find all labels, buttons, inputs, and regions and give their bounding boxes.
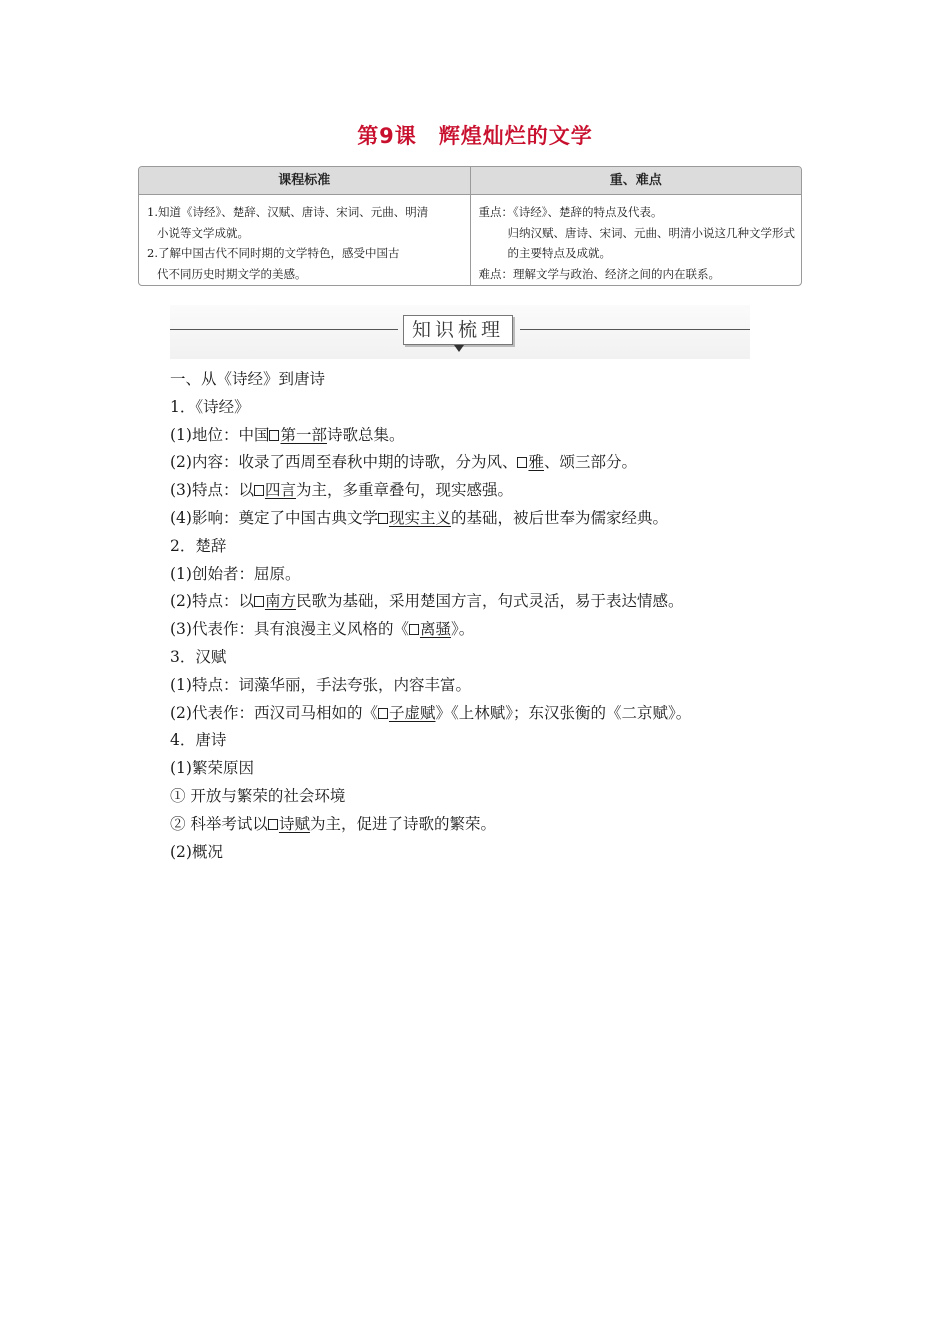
content-line xyxy=(170,588,790,616)
blank-box-icon xyxy=(378,708,388,719)
line-text: 、颂三部分。 xyxy=(543,453,637,472)
blank-answer: 雅 xyxy=(528,453,544,472)
banner-rule-left xyxy=(170,329,398,330)
content-line xyxy=(170,477,790,505)
line-text: (2)内容：收录了西周至春秋中期的诗歌，分为风、 xyxy=(170,453,518,472)
blank-box-icon xyxy=(254,485,264,496)
blank-box-icon xyxy=(268,819,278,830)
line-text: 民歌为基础，采用楚国方言，句式灵活，易于表达情感。 xyxy=(295,592,684,611)
key-points-cell xyxy=(471,195,802,286)
fill-blank xyxy=(254,592,296,610)
line-text: 》《上林赋》；东汉张衡的《二京赋》。 xyxy=(435,703,692,722)
line-text: 为主，多重章叠句，现实感强。 xyxy=(295,481,513,500)
key-point-line: 难点：理解文学与政治、经济之间的内在联系。 xyxy=(478,266,720,281)
standard-line: 1.知道《诗经》、楚辞、汉赋、唐诗、宋词、元曲、明清 xyxy=(147,205,429,219)
line-text: (1)地位：中国 xyxy=(170,425,270,444)
line-text: 诗歌总集。 xyxy=(326,425,405,444)
content-line xyxy=(170,700,790,728)
blank-answer: 诗赋 xyxy=(278,814,310,833)
blank-answer: 现实主义 xyxy=(388,508,451,527)
content-line: (1)特点：词藻华丽，手法夸张，内容丰富。 xyxy=(170,675,471,694)
lesson-name: 辉煌灿烂的文学 xyxy=(438,124,593,148)
course-standards-cell xyxy=(139,195,471,286)
item-heading: 3．汉赋 xyxy=(170,647,227,666)
content-line xyxy=(170,449,790,477)
key-point-line: 归纳汉赋、唐诗、宋词、元曲、明清小说这几种文学形式 xyxy=(507,225,795,240)
item-heading: 4．唐诗 xyxy=(170,731,227,750)
content-line xyxy=(170,505,790,533)
lesson-title xyxy=(0,120,950,150)
standard-line: 小说等文学成就。 xyxy=(157,225,249,240)
blank-box-icon xyxy=(254,596,264,607)
blank-answer: 第一部 xyxy=(280,425,327,444)
blank-box-icon xyxy=(378,513,388,524)
content-line xyxy=(170,422,790,450)
line-text: (2)特点：以 xyxy=(170,592,254,611)
blank-answer: 四言 xyxy=(264,481,296,500)
content-line: (1)创始者：屈原。 xyxy=(170,564,301,583)
fill-blank xyxy=(268,815,310,833)
standard-line: 2.了解中国古代不同时期的文学特色，感受中国古 xyxy=(147,246,400,260)
blank-answer: 离骚 xyxy=(419,620,451,639)
banner-arrow-icon xyxy=(454,345,464,352)
line-text: (4)影响：奠定了中国古典文学 xyxy=(170,508,378,527)
content-line: (2)概况 xyxy=(170,842,223,861)
item-heading: 2．楚辞 xyxy=(170,536,227,555)
blank-box-icon xyxy=(269,430,279,441)
line-text: 的基础，被后世奉为儒家经典。 xyxy=(450,508,668,527)
blank-answer: 子虚赋 xyxy=(388,703,436,722)
fill-blank xyxy=(378,509,451,527)
content-line: ① 开放与繁荣的社会环境 xyxy=(170,786,346,805)
standards-table-body xyxy=(139,195,801,286)
standard-line: 代不同历史时期文学的美感。 xyxy=(157,266,307,281)
blank-box-icon xyxy=(517,457,527,468)
fill-blank xyxy=(517,453,544,471)
fill-blank xyxy=(409,620,451,638)
key-point-line: 重点：《诗经》、楚辞的特点及代表。 xyxy=(478,205,663,219)
lesson-number: 第9课 xyxy=(357,124,417,148)
standards-table-header xyxy=(139,167,801,195)
fill-blank xyxy=(254,481,296,499)
content-line xyxy=(170,811,790,839)
line-text: (3)特点：以 xyxy=(170,481,254,500)
line-text: 为主，促进了诗歌的繁荣。 xyxy=(309,814,496,833)
line-text: (2)代表作：西汉司马相如的《 xyxy=(170,703,378,722)
fill-blank xyxy=(269,426,327,444)
banner-rule-right xyxy=(520,329,750,330)
content-line: (1)繁荣原因 xyxy=(170,759,254,778)
key-points-header: 重、难点 xyxy=(609,173,662,188)
line-text: 》。 xyxy=(450,620,475,639)
banner-label: 知识梳理 xyxy=(403,315,513,345)
fill-blank xyxy=(378,704,436,722)
line-text: (3)代表作：具有浪漫主义风格的《 xyxy=(170,620,409,639)
knowledge-banner xyxy=(170,305,750,359)
content-line xyxy=(170,616,790,644)
knowledge-content xyxy=(170,366,790,866)
standards-table xyxy=(138,166,802,286)
item-heading: 1．《诗经》 xyxy=(170,397,250,416)
section-heading: 一、从《诗经》到唐诗 xyxy=(170,370,326,388)
course-standards-header: 课程标准 xyxy=(139,167,471,194)
line-text: ② 科举考试以 xyxy=(170,814,268,833)
blank-box-icon xyxy=(409,624,419,635)
key-point-line: 的主要特点及成就。 xyxy=(507,246,611,260)
blank-answer: 南方 xyxy=(264,592,296,611)
